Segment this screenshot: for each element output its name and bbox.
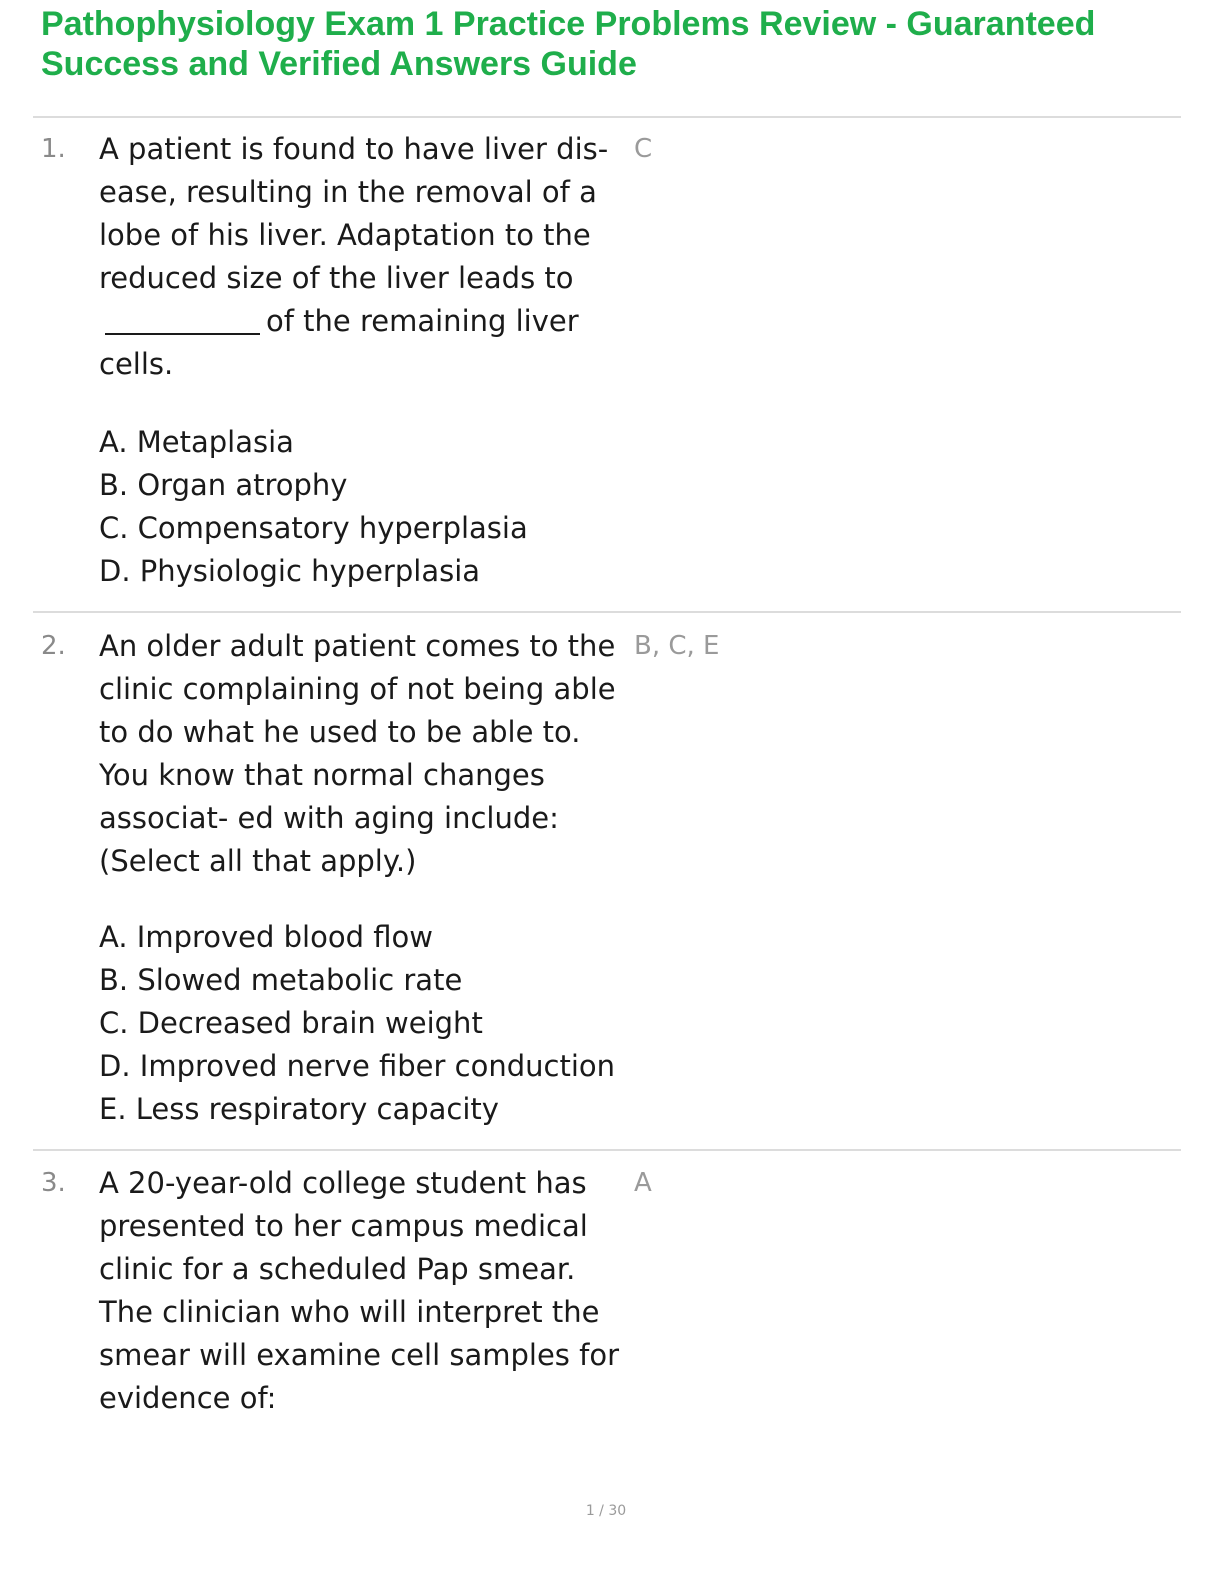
- answer-key: C: [634, 134, 653, 164]
- option-b: B. Slowed metabolic rate: [99, 963, 463, 997]
- question-number: 3.: [41, 1168, 66, 1198]
- option-a: A. Metaplasia: [99, 425, 294, 459]
- fill-in-blank: [105, 333, 260, 335]
- option-b: B. Organ atrophy: [99, 468, 348, 502]
- answer-options: [99, 421, 528, 593]
- question-number: 1.: [41, 134, 66, 164]
- question-text: An older adult patient comes to the clinic complaining of not being able to do what he used to be able to. You know that normal changes associat- ed with aging include: (Select all that apply.): [99, 629, 616, 878]
- answer-key: A: [634, 1168, 652, 1198]
- question-text-after-blank: of the remaining liver cells.: [99, 304, 579, 381]
- option-d: D. Physiologic hyperplasia: [99, 554, 481, 588]
- page-number: 1 / 30: [585, 1503, 627, 1519]
- document-title: Pathophysiology Exam 1 Practice Problems Review - Guaranteed Success and Verified Answers Guide: [41, 5, 1096, 83]
- answer-options: [99, 916, 615, 1131]
- question-text: [99, 128, 629, 386]
- question-number: 2.: [41, 631, 66, 661]
- section-divider: [33, 1149, 1181, 1151]
- option-d: D. Improved nerve fiber conduction: [99, 1049, 616, 1083]
- question-text: A 20-year-old college student has presented to her campus medical clinic for a scheduled Pap smear. The clinician who will interpret the smear will examine cell samples for evidence of:: [99, 1166, 619, 1415]
- option-a: A. Improved blood flow: [99, 920, 433, 954]
- answer-key: B, C, E: [634, 631, 720, 661]
- option-e: E. Less respiratory capacity: [99, 1092, 499, 1126]
- question-text-before-blank: A patient is found to have liver dis- ease, resulting in the removal of a lobe of his liver. Adaptation to the reduced size of the liver leads to: [99, 132, 609, 295]
- section-divider: [33, 116, 1181, 118]
- section-divider: [33, 611, 1181, 613]
- option-c: C. Compensatory hyperplasia: [99, 511, 528, 545]
- option-c: C. Decreased brain weight: [99, 1006, 483, 1040]
